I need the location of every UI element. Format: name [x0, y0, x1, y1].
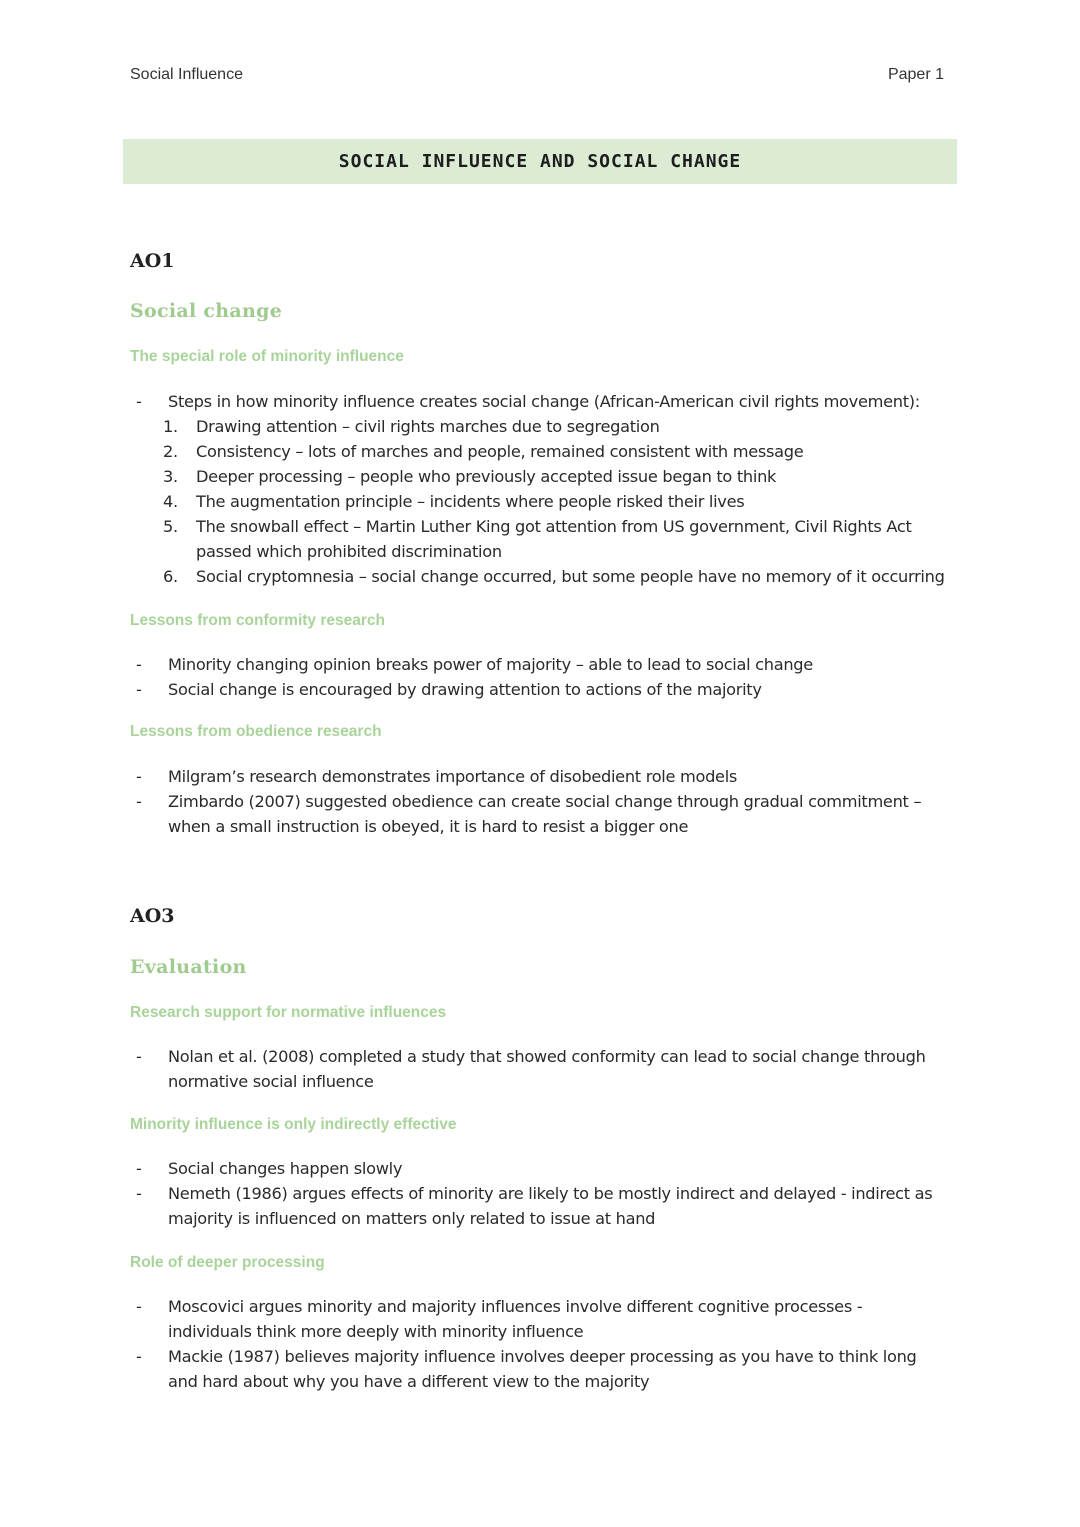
item-text: Drawing attention – civil rights marches due to segregation: [196, 417, 660, 436]
deeper-list: [130, 1294, 945, 1394]
list-item-text: Nemeth (1986) argues effects of minority are likely to be mostly indirect and delayed - indirect as majority is influenced on matters only related to issue at hand: [168, 1184, 933, 1228]
bullet-dash: -: [136, 767, 142, 786]
list-item-text: Nolan et al. (2008) completed a study that showed conformity can lead to social change through normative social influence: [168, 1047, 926, 1091]
list-item: [130, 764, 945, 789]
item-number: 2.: [163, 442, 178, 461]
list-item-text: Moscovici argues minority and majority influences involve different cognitive processes - individuals think more deeply with minority influence: [168, 1297, 863, 1341]
numbered-item: [163, 489, 945, 514]
item-number: 4.: [163, 492, 178, 511]
list-item: [130, 652, 945, 677]
bullet-dash: -: [136, 680, 142, 699]
heading-conformity-research: Lessons from conformity research: [130, 612, 385, 629]
list-item: [130, 1181, 945, 1231]
list-item-text: Minority changing opinion breaks power of majority – able to lead to social change: [168, 655, 813, 674]
list-item: [130, 1156, 945, 1181]
section-social-change: Social change: [130, 300, 283, 322]
ao3-label: AO3: [130, 905, 175, 927]
list-item: [130, 677, 945, 702]
item-text: Social cryptomnesia – social change occurred, but some people have no memory of it occurring: [196, 567, 945, 586]
section-evaluation: Evaluation: [130, 956, 247, 978]
bullet-dash: -: [136, 1184, 142, 1203]
list-item: [130, 789, 945, 839]
item-text: Deeper processing – people who previously accepted issue began to think: [196, 467, 777, 486]
header-paper: Paper 1: [887, 66, 944, 83]
numbered-item: [163, 414, 945, 439]
item-number: 1.: [163, 417, 178, 436]
page-title: SOCIAL INFLUENCE AND SOCIAL CHANGE: [338, 151, 742, 172]
list-item: [130, 389, 945, 414]
item-number: 5.: [163, 517, 178, 536]
bullet-dash: -: [136, 1347, 142, 1366]
bullet-dash: -: [136, 392, 142, 411]
obedience-list: [130, 764, 945, 839]
heading-minority-influence: The special role of minority influence: [130, 348, 404, 365]
bullet-dash: -: [136, 1159, 142, 1178]
list-item-text: Mackie (1987) believes majority influence involves deeper processing as you have to think long and hard about why you have a different view to the majority: [168, 1347, 917, 1391]
bullet-dash: -: [136, 792, 142, 811]
item-number: 3.: [163, 467, 178, 486]
numbered-item: [163, 464, 945, 489]
indirect-list: [130, 1156, 945, 1231]
numbered-item: [163, 514, 945, 564]
list-item-text: Social changes happen slowly: [168, 1159, 403, 1178]
minority-list: [130, 389, 945, 589]
heading-normative-influences: Research support for normative influences: [130, 1004, 447, 1021]
list-item: [130, 1294, 945, 1344]
item-text: Consistency – lots of marches and people, remained consistent with message: [196, 442, 804, 461]
list-item-text: Social change is encouraged by drawing attention to actions of the majority: [168, 680, 762, 699]
list-item-text: Zimbardo (2007) suggested obedience can create social change through gradual commitment – when a small instruction is obeyed, it is hard to resist a bigger one: [168, 792, 922, 836]
header-subject: Social Influence: [130, 66, 243, 83]
list-item: [130, 1044, 945, 1094]
list-item-text: Milgram’s research demonstrates importance of disobedient role models: [168, 767, 738, 786]
normative-list: [130, 1044, 945, 1094]
numbered-item: [163, 439, 945, 464]
bullet-dash: -: [136, 1297, 142, 1316]
list-item: [130, 1344, 945, 1394]
item-text: The snowball effect – Martin Luther King got attention from US government, Civil Rights Act passed which prohibited discrimination: [196, 517, 912, 561]
item-text: The augmentation principle – incidents where people risked their lives: [196, 492, 745, 511]
numbered-item: [163, 564, 945, 589]
heading-obedience-research: Lessons from obedience research: [130, 723, 382, 740]
item-number: 6.: [163, 567, 178, 586]
bullet-dash: -: [136, 1047, 142, 1066]
heading-indirectly-effective: Minority influence is only indirectly effective: [130, 1116, 457, 1133]
conformity-list: [130, 652, 945, 702]
heading-deeper-processing: Role of deeper processing: [130, 1254, 325, 1271]
ao1-label: AO1: [130, 250, 175, 272]
bullet-dash: -: [136, 655, 142, 674]
list-item-text: Steps in how minority influence creates social change (African-American civil rights movement):: [168, 392, 920, 411]
title-banner: [123, 139, 957, 184]
